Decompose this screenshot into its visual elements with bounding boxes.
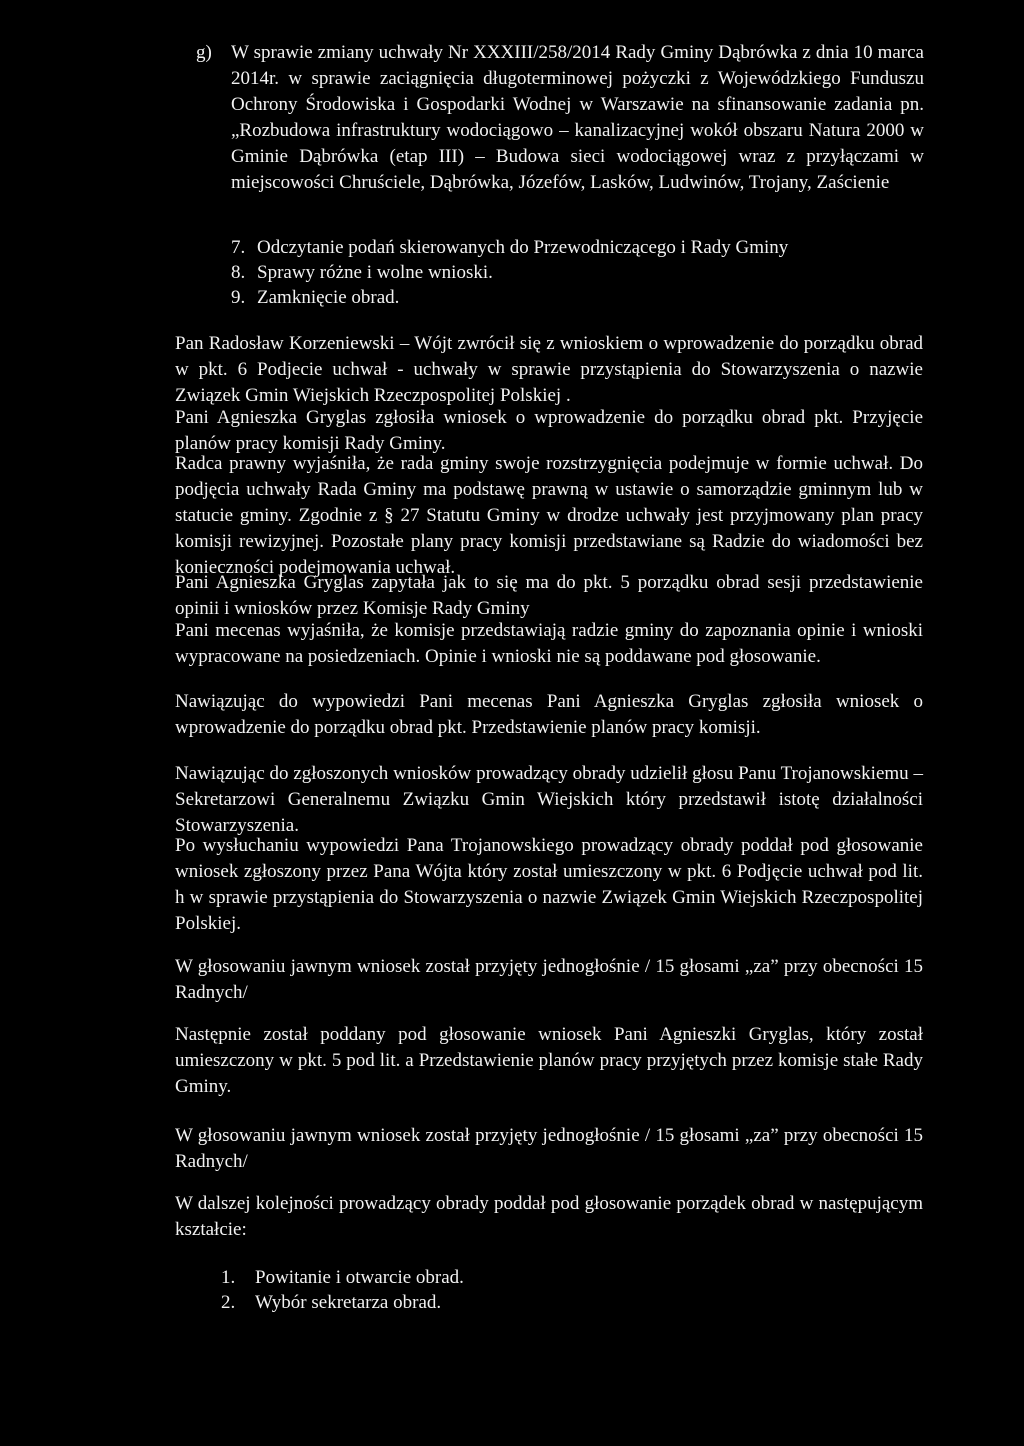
paragraph-wojt-motion: Pan Radosław Korzeniewski – Wójt zwrócił się z wnioskiem o wprowadzenie do porządku obrad w pkt. 6 Podjecie uchwał - uchwały w sprawie przystąpienia do Stowarzyszenia o nazwie Związek Gmin Wiejskich Rzeczpospolitej Polskiej . xyxy=(175,333,923,406)
paragraph-gryglas-motion: Pani Agnieszka Gryglas zgłosiła wniosek o wprowadzenie do porządku obrad pkt. Przyjęcie planów pracy komisji Rady Gminy. xyxy=(175,407,923,454)
paragraph-vote-result-1: W głosowaniu jawnym wniosek został przyjęty jednogłośnie / 15 głosami „za” przy obecności 15 Radnych/ xyxy=(175,956,923,1003)
paragraph-mecenas-answer: Pani mecenas wyjaśniła, że komisje przedstawiają radzie gminy do zapoznania opinie i wnioski wypracowane na posiedzeniach. Opinie i wnioski nie są poddawane pod głosowanie. xyxy=(175,620,923,667)
paragraph-gryglas-question: Pani Agnieszka Gryglas zapytała jak to się ma do pkt. 5 porządku obrad sesji przedstawienie opinii i wniosków przez Komisje Rady Gminy xyxy=(175,572,923,619)
list-item-number: 9. xyxy=(231,287,246,308)
list-item-text: Zamknięcie obrad. xyxy=(257,287,400,308)
new-agenda-list xyxy=(221,1265,821,1315)
paragraph-vote-wojt-motion: Po wysłuchaniu wypowiedzi Pana Trojanowskiego prowadzący obrady poddał pod głosowanie wniosek zgłoszony przez Pana Wójta który został umieszczony w pkt. 6 Podjęcie uchwał pod lit. h w sprawie przystąpienia do Stowarzyszenia o nazwie Związek Gmin Wiejskich Rzeczpospolitej Polskiej. xyxy=(175,835,923,934)
agenda-item-marker: g) xyxy=(196,42,212,63)
agenda-list xyxy=(231,235,931,310)
list-item-text: Wybór sekretarza obrad. xyxy=(255,1292,442,1313)
paragraph-trojanowski: Nawiązując do zgłoszonych wniosków prowadzący obrady udzielił głosu Panu Trojanowskiemu – Sekretarzowi Generalnemu Związku Gmin Wiejskich który przedstawił istotę działalności Stowarzyszenia. xyxy=(175,763,923,836)
list-item xyxy=(231,260,931,285)
list-item-number: 2. xyxy=(221,1292,236,1313)
list-item xyxy=(221,1265,821,1290)
agenda-item-text: W sprawie zmiany uchwały Nr XXXIII/258/2014 Rady Gminy Dąbrówka z dnia 10 marca 2014r. w sprawie zaciągnięcia długoterminowej pożyczki z Wojewódzkiego Funduszu Ochrony Środowiska i Gospodarki Wodnej w Warszawie na sfinansowanie zadania pn. „Rozbudowa infrastruktury wodociągowo – kanalizacyjnej wokół obszaru Natura 2000 w Gminie Dąbrówka (etap III) – Budowa sieci wodociągowej wraz z przyłączami w miejscowości Chruściele, Dąbrówka, Józefów, Lasków, Ludwinów, Trojany, Zaścienie xyxy=(231,42,924,193)
list-item-text: Sprawy różne i wolne wnioski. xyxy=(257,262,493,283)
list-item xyxy=(231,235,931,260)
list-item-number: 8. xyxy=(231,262,246,283)
list-item-text: Powitanie i otwarcie obrad. xyxy=(255,1267,464,1288)
list-item-number: 7. xyxy=(231,237,246,258)
paragraph-vote-result-2: W głosowaniu jawnym wniosek został przyjęty jednogłośnie / 15 głosami „za” przy obecności 15 Radnych/ xyxy=(175,1125,923,1172)
list-item-number: 1. xyxy=(221,1267,236,1288)
paragraph-gryglas-second-motion: Nawiązując do wypowiedzi Pani mecenas Pani Agnieszka Gryglas zgłosiła wniosek o wprowadzenie do porządku obrad pkt. Przedstawienie planów pracy komisji. xyxy=(175,691,923,738)
list-item xyxy=(221,1290,821,1315)
paragraph-legal-explanation: Radca prawny wyjaśniła, że rada gminy swoje rozstrzygnięcia podejmuje w formie uchwał. Do podjęcia uchwały Rada Gminy ma podstawę prawną w ustawie o samorządzie gminnym lub w statucie gminy. Zgodnie z § 27 Statutu Gminy w drodze uchwały jest przyjmowany plan pracy komisji rewizyjnej. Pozostałe plany pracy komisji przedstawiane są Radzie do wiadomości bez konieczności podejmowania uchwał. xyxy=(175,453,923,578)
paragraph-vote-gryglas-motion: Następnie został poddany pod głosowanie wniosek Pani Agnieszki Gryglas, który został umieszczony w pkt. 5 pod lit. a Przedstawienie planów pracy przyjętych przez komisje stałe Rady Gminy. xyxy=(175,1024,923,1097)
paragraph-agenda-vote: W dalszej kolejności prowadzący obrady poddał pod głosowanie porządek obrad w następującym kształcie: xyxy=(175,1193,923,1240)
list-item-text: Odczytanie podań skierowanych do Przewodniczącego i Rady Gminy xyxy=(257,237,789,258)
list-item xyxy=(231,285,931,310)
